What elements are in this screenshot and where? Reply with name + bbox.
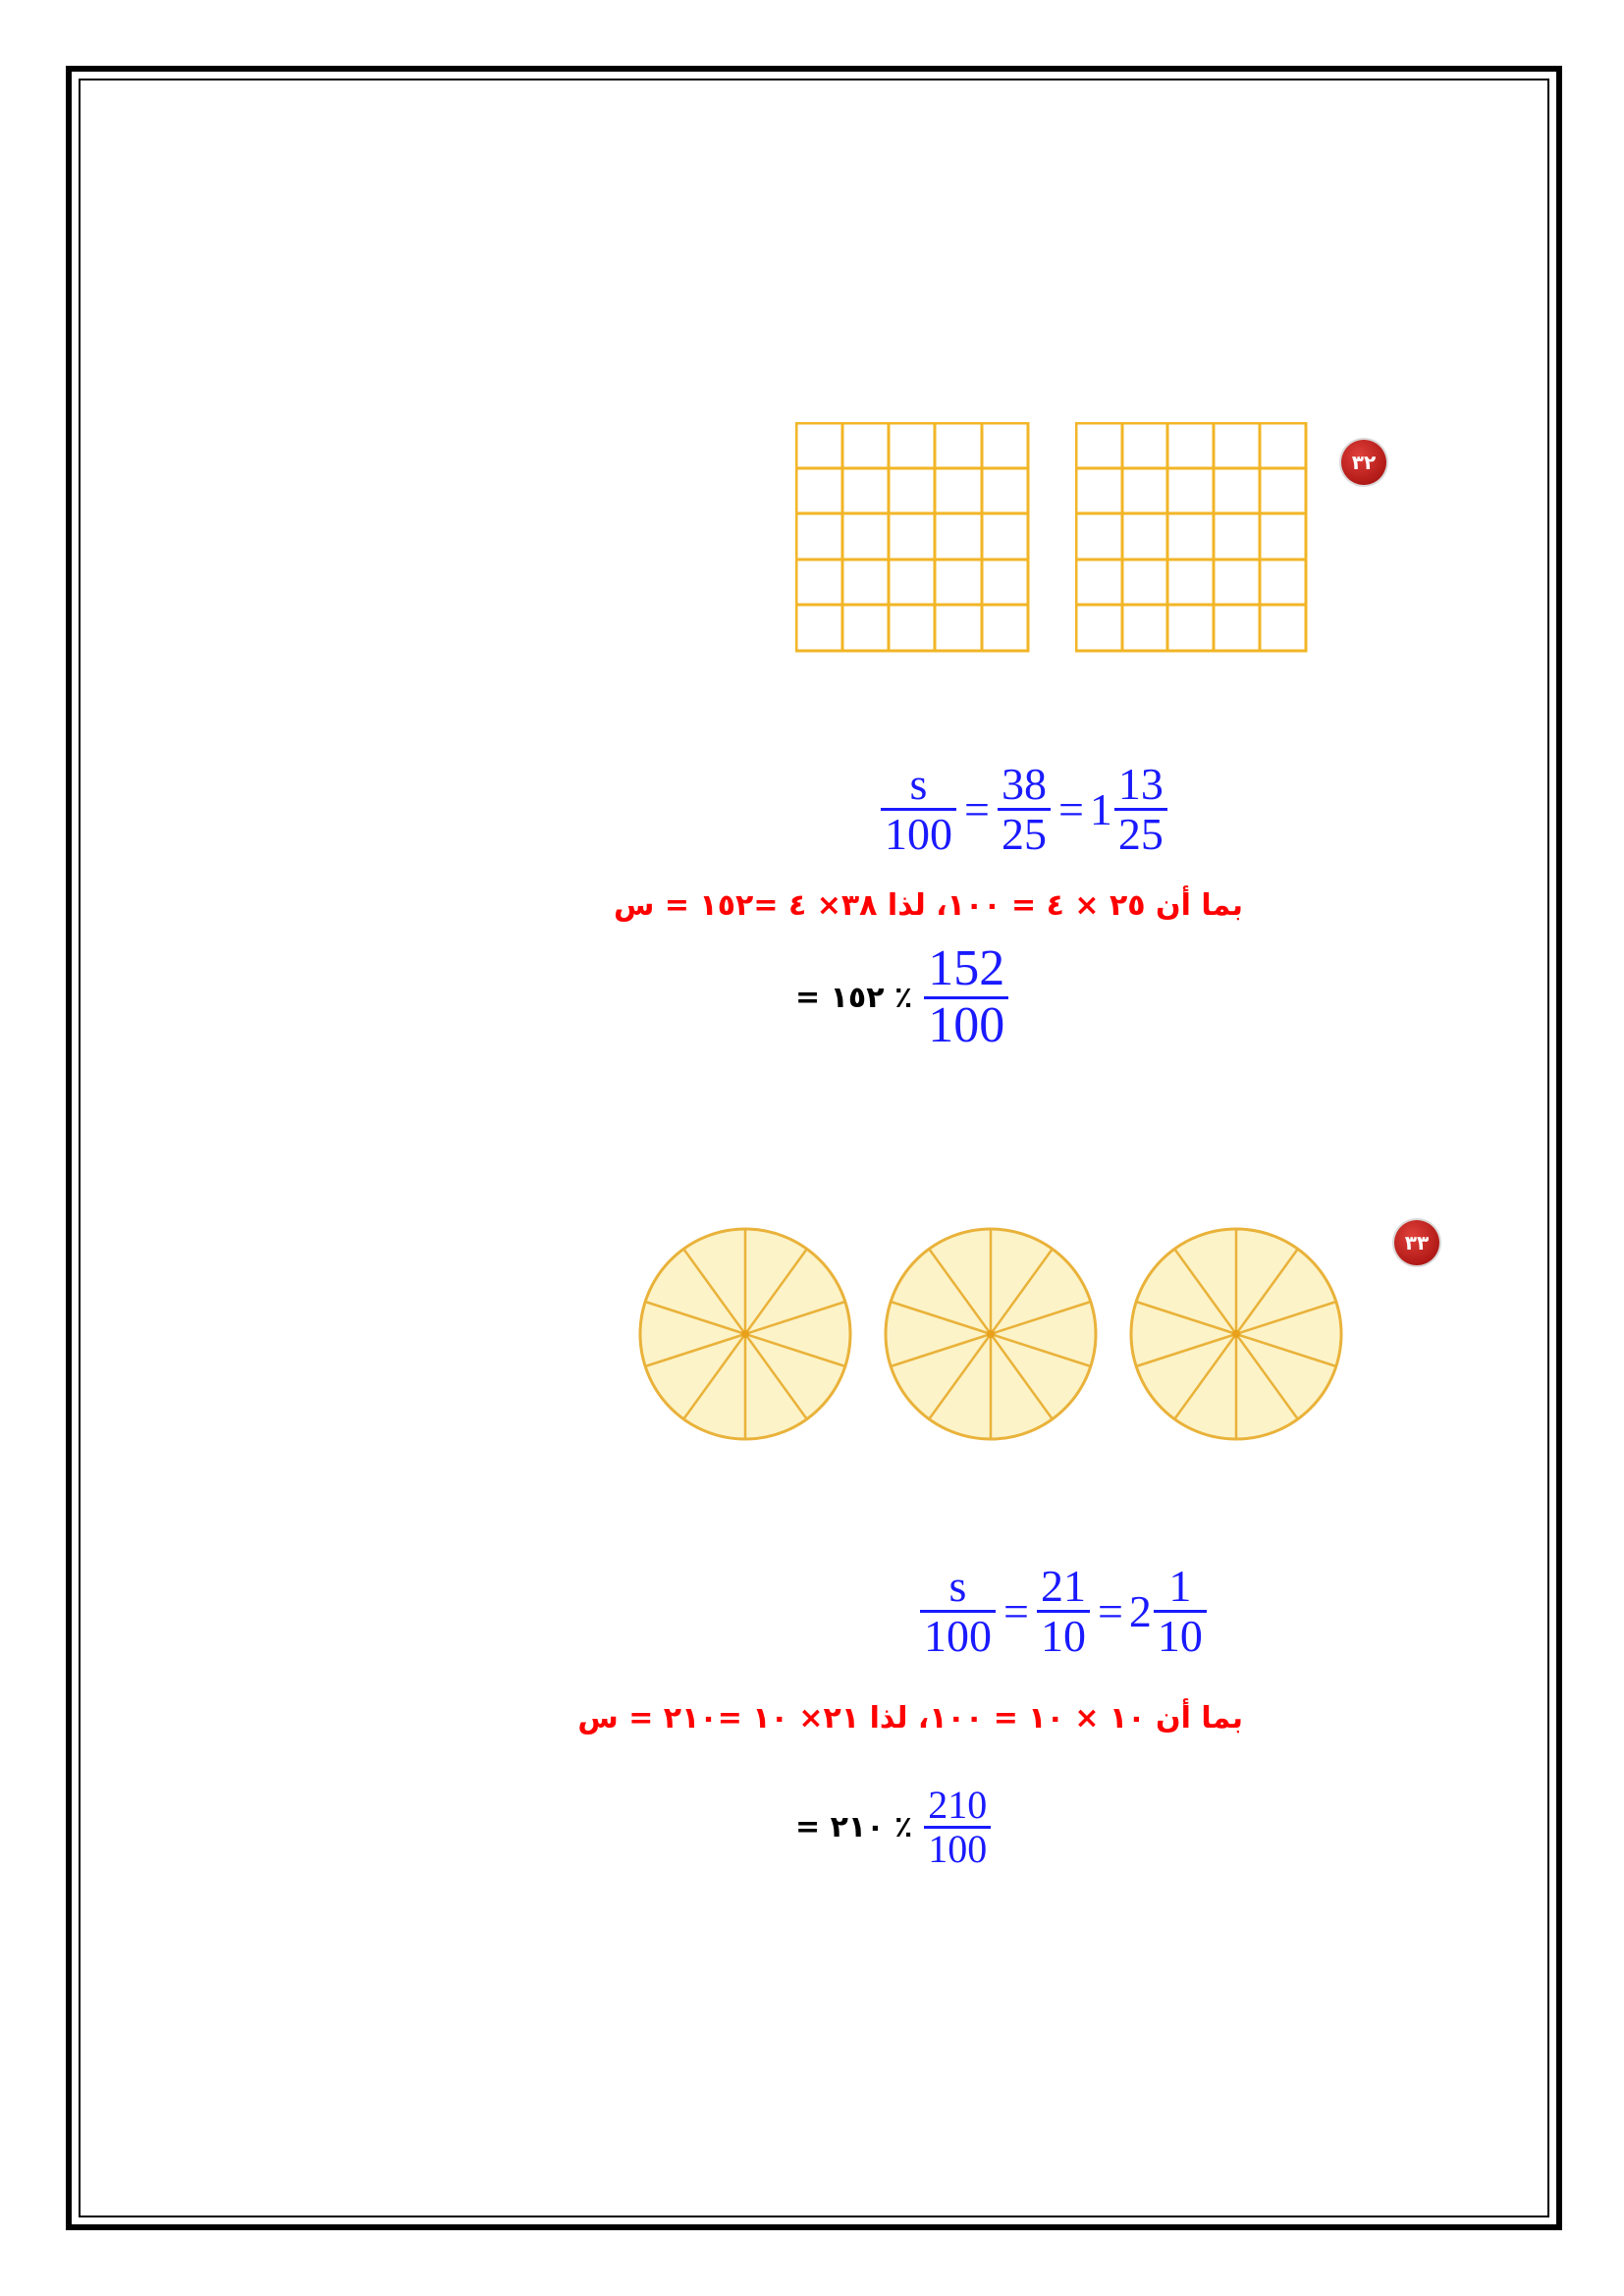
denominator: 100 bbox=[920, 1610, 996, 1660]
denominator: 100 bbox=[881, 808, 956, 858]
numerator: 210 bbox=[928, 1783, 988, 1827]
whole-number: 2 bbox=[1128, 1586, 1152, 1637]
numerator: 38 bbox=[1001, 759, 1047, 809]
denominator: 100 bbox=[924, 1826, 991, 1870]
result-fraction-wrap bbox=[922, 942, 1010, 1052]
hundred-grid-right bbox=[1075, 422, 1311, 658]
tenths-wheel-left bbox=[636, 1225, 854, 1443]
numerator: s bbox=[948, 1561, 967, 1611]
equation-2 bbox=[918, 1563, 1209, 1661]
result-line bbox=[795, 1785, 993, 1870]
equals-sign: = bbox=[1003, 1586, 1029, 1637]
result-fraction-wrap bbox=[922, 1785, 993, 1870]
whole-number: 1 bbox=[1089, 784, 1112, 835]
denominator: 10 bbox=[1154, 1610, 1207, 1660]
denominator: 100 bbox=[924, 996, 1008, 1053]
fraction-s-over-100 bbox=[881, 761, 956, 859]
problem-number-badge: ٣٢ bbox=[1341, 440, 1386, 485]
equals-sign: = bbox=[1057, 784, 1084, 835]
equals-sign: = bbox=[1097, 1586, 1123, 1637]
percent-result: ٪ ١٥٢ = bbox=[795, 980, 913, 1015]
numerator: 13 bbox=[1117, 759, 1164, 809]
fraction-1-over-10 bbox=[1154, 1563, 1207, 1661]
explanation-line: بما أن ٢٥ × ٤ = ١٠٠، لذا ٣٨× ٤ =١٥٢ = س bbox=[613, 888, 1243, 923]
numerator: 152 bbox=[928, 940, 1005, 996]
fraction-21-over-10 bbox=[1037, 1563, 1090, 1661]
problem-number-badge: ٣٣ bbox=[1394, 1220, 1439, 1265]
explanation-line: بما أن ١٠ × ١٠ = ١٠٠، لذا ٢١× ١٠ =٢١٠ = س bbox=[577, 1701, 1243, 1735]
denominator: 10 bbox=[1037, 1610, 1090, 1660]
result-line bbox=[795, 942, 1010, 1052]
tenths-wheel-right bbox=[1127, 1225, 1345, 1443]
numerator: s bbox=[909, 759, 928, 809]
fraction-152-over-100 bbox=[924, 942, 1008, 1052]
denominator: 25 bbox=[998, 808, 1051, 858]
hundred-grid-left bbox=[795, 422, 1060, 658]
fraction-210-over-100 bbox=[924, 1785, 991, 1870]
page-border-inner bbox=[79, 79, 1549, 2217]
equation-1 bbox=[879, 761, 1169, 859]
tenths-wheel-middle bbox=[882, 1225, 1100, 1443]
percent-result: ٪ ٢١٠ = bbox=[795, 1810, 913, 1844]
denominator: 25 bbox=[1114, 808, 1167, 858]
fraction-s-over-100 bbox=[920, 1563, 996, 1661]
equals-sign: = bbox=[964, 784, 990, 835]
numerator: 1 bbox=[1168, 1561, 1192, 1611]
fraction-38-over-25 bbox=[998, 761, 1051, 859]
numerator: 21 bbox=[1040, 1561, 1086, 1611]
fraction-13-over-25 bbox=[1114, 761, 1167, 859]
